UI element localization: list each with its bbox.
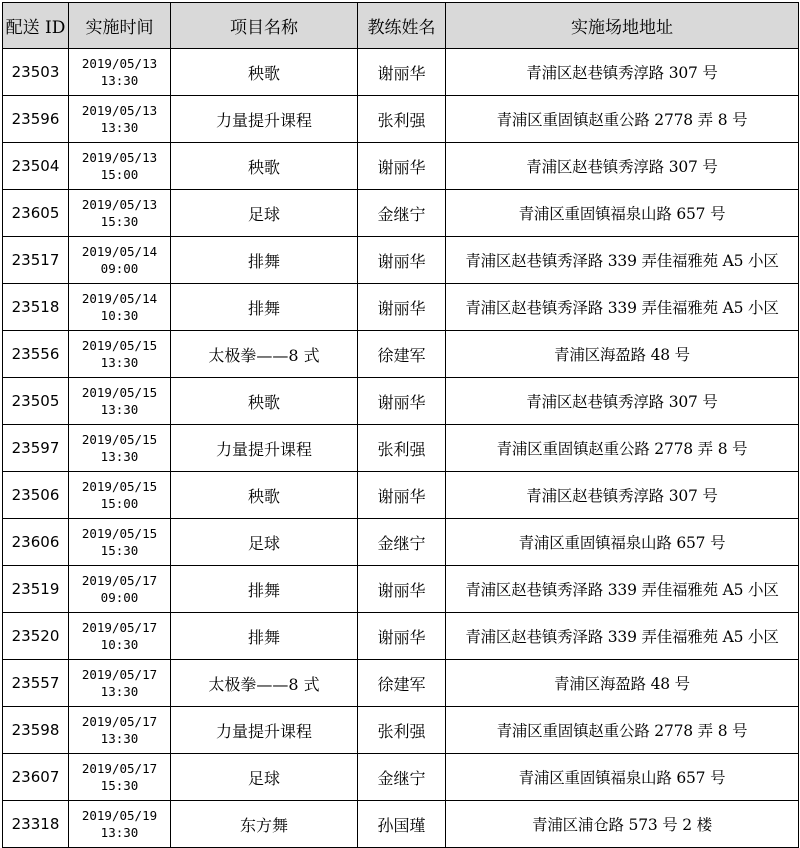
header-delivery-id: 配送 ID [3,3,69,49]
table-row [3,519,799,566]
cell-date-text: 2019/05/17 [81,761,158,776]
cell-project-name: 秧歌 [171,378,358,425]
cell-coach-name: 谢丽华 [358,143,446,190]
cell-clock-text: 09:00 [100,261,139,276]
cell-time [69,566,171,613]
table-row [3,801,799,848]
cell-time [69,754,171,801]
table-row [3,331,799,378]
cell-project-name: 秧歌 [171,49,358,96]
cell-coach-name: 张利强 [358,707,446,754]
cell-delivery-id: 23557 [3,660,69,707]
cell-time [69,143,171,190]
cell-delivery-id: 23556 [3,331,69,378]
cell-project-name: 排舞 [171,566,358,613]
cell-clock-text: 15:30 [100,214,139,229]
cell-venue-address: 青浦区赵巷镇秀泽路 339 弄佳福雅苑 A5 小区 [446,566,799,613]
cell-time [69,190,171,237]
table-row [3,284,799,331]
cell-time [69,425,171,472]
cell-delivery-id: 23504 [3,143,69,190]
cell-project-name: 足球 [171,190,358,237]
cell-time [69,331,171,378]
cell-time [69,519,171,566]
table-row [3,754,799,801]
cell-venue-address: 青浦区赵巷镇秀泽路 339 弄佳福雅苑 A5 小区 [446,613,799,660]
cell-coach-name: 孙国瑾 [358,801,446,848]
cell-project-name: 力量提升课程 [171,707,358,754]
cell-clock-text: 13:30 [100,449,139,464]
cell-date-text: 2019/05/13 [81,197,158,212]
cell-time [69,801,171,848]
cell-venue-address: 青浦区重固镇福泉山路 657 号 [446,190,799,237]
cell-clock-text: 13:30 [100,120,139,135]
cell-delivery-id: 23520 [3,613,69,660]
cell-time [69,613,171,660]
cell-delivery-id: 23503 [3,49,69,96]
cell-delivery-id: 23318 [3,801,69,848]
cell-clock-text: 13:30 [100,402,139,417]
cell-project-name: 东方舞 [171,801,358,848]
header-row [3,3,799,49]
cell-delivery-id: 23605 [3,190,69,237]
cell-date-text: 2019/05/14 [81,244,158,259]
cell-date-text: 2019/05/17 [81,573,158,588]
cell-venue-address: 青浦区赵巷镇秀淳路 307 号 [446,472,799,519]
cell-time [69,707,171,754]
cell-venue-address: 青浦区重固镇赵重公路 2778 弄 8 号 [446,96,799,143]
cell-clock-text: 10:30 [100,308,139,323]
table-row [3,49,799,96]
table-row [3,378,799,425]
cell-venue-address: 青浦区重固镇福泉山路 657 号 [446,754,799,801]
header-time: 实施时间 [69,3,171,49]
cell-venue-address: 青浦区赵巷镇秀泽路 339 弄佳福雅苑 A5 小区 [446,237,799,284]
cell-clock-text: 13:30 [100,684,139,699]
cell-date-text: 2019/05/13 [81,103,158,118]
cell-coach-name: 金继宁 [358,754,446,801]
cell-coach-name: 金继宁 [358,519,446,566]
cell-clock-text: 09:00 [100,590,139,605]
cell-date-text: 2019/05/13 [81,56,158,71]
cell-coach-name: 谢丽华 [358,566,446,613]
cell-time [69,660,171,707]
table-row [3,190,799,237]
cell-date-text: 2019/05/15 [81,385,158,400]
cell-clock-text: 13:30 [100,355,139,370]
cell-date-text: 2019/05/19 [81,808,158,823]
cell-venue-address: 青浦区赵巷镇秀淳路 307 号 [446,378,799,425]
table-header [3,3,799,49]
cell-delivery-id: 23519 [3,566,69,613]
cell-coach-name: 徐建军 [358,660,446,707]
cell-coach-name: 徐建军 [358,331,446,378]
cell-venue-address: 青浦区浦仓路 573 号 2 楼 [446,801,799,848]
cell-project-name: 太极拳——8 式 [171,331,358,378]
cell-coach-name: 谢丽华 [358,284,446,331]
cell-delivery-id: 23607 [3,754,69,801]
cell-venue-address: 青浦区赵巷镇秀淳路 307 号 [446,49,799,96]
cell-venue-address: 青浦区重固镇赵重公路 2778 弄 8 号 [446,707,799,754]
table-row [3,237,799,284]
cell-project-name: 太极拳——8 式 [171,660,358,707]
cell-coach-name: 张利强 [358,96,446,143]
cell-clock-text: 15:30 [100,778,139,793]
cell-date-text: 2019/05/15 [81,338,158,353]
cell-clock-text: 13:30 [100,731,139,746]
header-coach-name: 教练姓名 [358,3,446,49]
cell-clock-text: 13:30 [100,73,139,88]
cell-project-name: 排舞 [171,284,358,331]
table-row [3,707,799,754]
cell-coach-name: 谢丽华 [358,378,446,425]
cell-delivery-id: 23597 [3,425,69,472]
header-venue-address: 实施场地地址 [446,3,799,49]
table-row [3,96,799,143]
header-project-name: 项目名称 [171,3,358,49]
cell-delivery-id: 23596 [3,96,69,143]
cell-date-text: 2019/05/17 [81,620,158,635]
cell-project-name: 排舞 [171,237,358,284]
cell-delivery-id: 23505 [3,378,69,425]
cell-project-name: 力量提升课程 [171,425,358,472]
cell-time [69,378,171,425]
cell-venue-address: 青浦区重固镇赵重公路 2778 弄 8 号 [446,425,799,472]
table-row [3,613,799,660]
cell-coach-name: 谢丽华 [358,237,446,284]
cell-coach-name: 张利强 [358,425,446,472]
cell-project-name: 秧歌 [171,143,358,190]
cell-date-text: 2019/05/17 [81,714,158,729]
cell-project-name: 足球 [171,519,358,566]
table-row [3,566,799,613]
cell-time [69,49,171,96]
cell-time [69,472,171,519]
cell-project-name: 排舞 [171,613,358,660]
cell-project-name: 秧歌 [171,472,358,519]
table-body [3,49,799,848]
cell-time [69,96,171,143]
cell-clock-text: 13:30 [100,825,139,840]
cell-date-text: 2019/05/13 [81,150,158,165]
cell-coach-name: 谢丽华 [358,613,446,660]
cell-coach-name: 金继宁 [358,190,446,237]
cell-clock-text: 15:00 [100,496,139,511]
cell-venue-address: 青浦区赵巷镇秀淳路 307 号 [446,143,799,190]
cell-clock-text: 10:30 [100,637,139,652]
cell-coach-name: 谢丽华 [358,49,446,96]
cell-delivery-id: 23606 [3,519,69,566]
cell-date-text: 2019/05/15 [81,479,158,494]
cell-delivery-id: 23517 [3,237,69,284]
table-row [3,143,799,190]
cell-clock-text: 15:00 [100,167,139,182]
cell-time [69,284,171,331]
cell-delivery-id: 23506 [3,472,69,519]
cell-date-text: 2019/05/15 [81,432,158,447]
cell-date-text: 2019/05/15 [81,526,158,541]
cell-clock-text: 15:30 [100,543,139,558]
cell-project-name: 力量提升课程 [171,96,358,143]
table-row [3,660,799,707]
cell-project-name: 足球 [171,754,358,801]
cell-coach-name: 谢丽华 [358,472,446,519]
table-row [3,425,799,472]
cell-venue-address: 青浦区重固镇福泉山路 657 号 [446,519,799,566]
cell-venue-address: 青浦区赵巷镇秀泽路 339 弄佳福雅苑 A5 小区 [446,284,799,331]
cell-delivery-id: 23598 [3,707,69,754]
table-row [3,472,799,519]
cell-delivery-id: 23518 [3,284,69,331]
schedule-table [2,2,799,848]
cell-time [69,237,171,284]
cell-venue-address: 青浦区海盈路 48 号 [446,660,799,707]
cell-date-text: 2019/05/14 [81,291,158,306]
cell-venue-address: 青浦区海盈路 48 号 [446,331,799,378]
cell-date-text: 2019/05/17 [81,667,158,682]
